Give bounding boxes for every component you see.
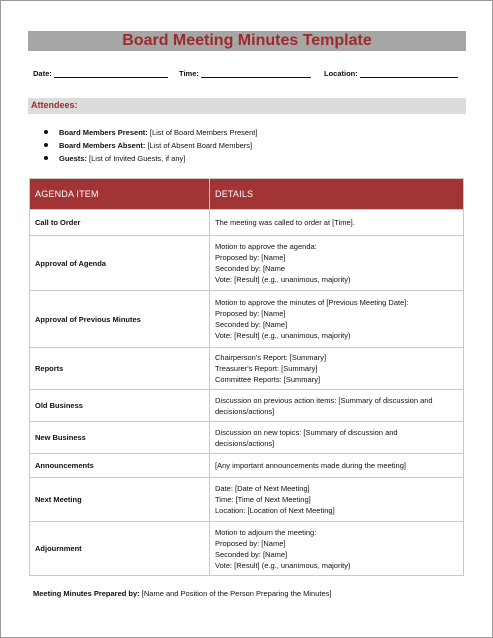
prepared-by-line bbox=[33, 589, 331, 598]
agenda-item-cell: Next Meeting bbox=[30, 478, 210, 522]
time-blank-line bbox=[201, 69, 311, 78]
list-item bbox=[41, 127, 257, 140]
attendee-value: [List of Board Members Present] bbox=[149, 128, 258, 137]
title-bar bbox=[28, 31, 466, 51]
prepared-by-value: [Name and Position of the Person Preparing the Minutes] bbox=[141, 589, 332, 598]
date-label: Date: bbox=[33, 69, 52, 78]
location-label: Location: bbox=[324, 69, 358, 78]
table-row bbox=[30, 291, 464, 348]
attendees-section-bar bbox=[28, 98, 466, 114]
table-row bbox=[30, 210, 464, 236]
location-field[interactable] bbox=[324, 69, 458, 78]
prepared-by-label: Meeting Minutes Prepared by: bbox=[33, 589, 140, 598]
details-cell: The meeting was called to order at [Time]. bbox=[210, 210, 464, 236]
attendee-label: Board Members Absent: bbox=[59, 141, 146, 150]
details-cell: Motion to adjourn the meeting: Proposed by: [Name] Seconded by: [Name] Vote: [Result] (e.g., unanimous, majority) bbox=[210, 522, 464, 576]
details-cell: Motion to approve the agenda: Proposed by: [Name] Seconded by: [Name Vote: [Result] (e.g., unanimous, majority) bbox=[210, 236, 464, 291]
agenda-item-cell: Reports bbox=[30, 348, 210, 390]
agenda-item-cell: Approval of Agenda bbox=[30, 236, 210, 291]
agenda-item-cell: New Business bbox=[30, 422, 210, 454]
agenda-table bbox=[29, 178, 464, 576]
details-cell: Date: [Date of Next Meeting] Time: [Time of Next Meeting] Location: [Location of Next Meeting] bbox=[210, 478, 464, 522]
bullet-icon bbox=[44, 130, 48, 134]
bullet-icon bbox=[44, 143, 48, 147]
agenda-item-cell: Announcements bbox=[30, 454, 210, 478]
table-row bbox=[30, 454, 464, 478]
table-row bbox=[30, 478, 464, 522]
agenda-item-cell: Approval of Previous Minutes bbox=[30, 291, 210, 348]
time-label: Time: bbox=[179, 69, 199, 78]
date-blank-line bbox=[54, 69, 168, 78]
attendee-value: [List of Invited Guests, if any] bbox=[89, 154, 186, 163]
table-row bbox=[30, 390, 464, 422]
table-row bbox=[30, 522, 464, 576]
agenda-item-cell: Adjournment bbox=[30, 522, 210, 576]
location-blank-line bbox=[360, 69, 458, 78]
attendees-list bbox=[41, 127, 257, 166]
details-cell: Discussion on previous action items: [Summary of discussion and decisions/actions] bbox=[210, 390, 464, 422]
list-item bbox=[41, 140, 257, 153]
attendee-value: [List of Absent Board Members] bbox=[147, 141, 253, 150]
table-header-row bbox=[30, 179, 464, 210]
column-header-agenda-item: AGENDA ITEM bbox=[30, 179, 210, 210]
table-row bbox=[30, 422, 464, 454]
attendees-heading: Attendees: bbox=[31, 100, 78, 110]
page-title: Board Meeting Minutes Template bbox=[122, 32, 372, 49]
column-header-details: DETAILS bbox=[210, 179, 464, 210]
bullet-icon bbox=[44, 156, 48, 160]
table-row bbox=[30, 236, 464, 291]
details-cell: Motion to approve the minutes of [Previous Meeting Date]: Proposed by: [Name] Seconded by: [Name] Vote: [Result] (e.g., unanimous, majority) bbox=[210, 291, 464, 348]
list-item bbox=[41, 153, 257, 166]
agenda-item-cell: Old Business bbox=[30, 390, 210, 422]
attendee-label: Board Members Present: bbox=[59, 128, 148, 137]
details-cell: Discussion on new topics: [Summary of discussion and decisions/actions] bbox=[210, 422, 464, 454]
agenda-item-cell: Call to Order bbox=[30, 210, 210, 236]
date-field[interactable] bbox=[33, 69, 168, 78]
details-cell: [Any important announcements made during the meeting] bbox=[210, 454, 464, 478]
table-row bbox=[30, 348, 464, 390]
attendee-label: Guests: bbox=[59, 154, 87, 163]
meeting-info-row bbox=[33, 69, 463, 83]
details-cell: Chairperson's Report: [Summary] Treasurer's Report: [Summary] Committee Reports: [Summary] bbox=[210, 348, 464, 390]
time-field[interactable] bbox=[179, 69, 311, 78]
